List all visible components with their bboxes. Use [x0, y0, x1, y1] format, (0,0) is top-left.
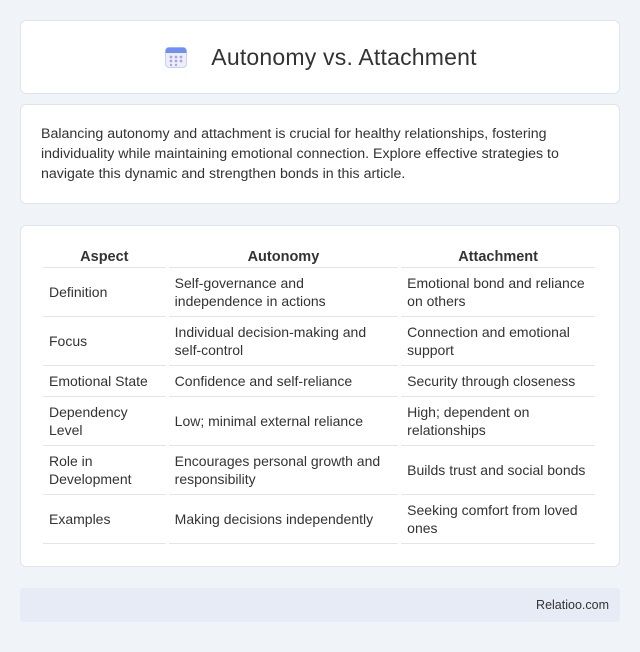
table-row	[43, 495, 595, 544]
header-autonomy: Autonomy	[169, 246, 399, 268]
calendar-icon	[163, 44, 189, 70]
intro-card	[20, 104, 620, 204]
table-row	[43, 397, 595, 446]
cell-aspect: Focus	[43, 317, 166, 366]
cell-attachment: Security through closeness	[401, 366, 595, 397]
table-row	[43, 446, 595, 495]
cell-autonomy: Making decisions independently	[169, 495, 399, 544]
cell-aspect: Dependency Level	[43, 397, 166, 446]
footer-site-name: Relatioo.com	[536, 598, 609, 612]
cell-autonomy: Low; minimal external reliance	[169, 397, 399, 446]
cell-aspect: Examples	[43, 495, 166, 544]
cell-autonomy: Self-governance and independence in actions	[169, 268, 399, 317]
intro-text: Balancing autonomy and attachment is crucial for healthy relationships, fostering individuality while maintaining emotional connection. Explore effective strategies to navigate this dynamic and strengthen bonds in this article.	[41, 126, 559, 182]
cell-aspect: Role in Development	[43, 446, 166, 495]
cell-attachment: Builds trust and social bonds	[401, 446, 595, 495]
page-title: Autonomy vs. Attachment	[211, 43, 477, 70]
cell-autonomy: Encourages personal growth and responsibility	[169, 446, 399, 495]
cell-autonomy: Confidence and self-reliance	[169, 366, 399, 397]
cell-aspect: Emotional State	[43, 366, 166, 397]
table-card	[20, 225, 620, 567]
header-attachment: Attachment	[401, 246, 595, 268]
table-header-row	[43, 246, 595, 268]
cell-attachment: Emotional bond and reliance on others	[401, 268, 595, 317]
table-row	[43, 268, 595, 317]
table-row	[43, 317, 595, 366]
header-card	[20, 20, 620, 94]
cell-attachment: High; dependent on relationships	[401, 397, 595, 446]
comparison-table	[40, 246, 598, 544]
footer	[20, 588, 620, 622]
header-aspect: Aspect	[43, 246, 166, 268]
cell-attachment: Seeking comfort from loved ones	[401, 495, 595, 544]
cell-autonomy: Individual decision-making and self-control	[169, 317, 399, 366]
cell-aspect: Definition	[43, 268, 166, 317]
table-row	[43, 366, 595, 397]
cell-attachment: Connection and emotional support	[401, 317, 595, 366]
